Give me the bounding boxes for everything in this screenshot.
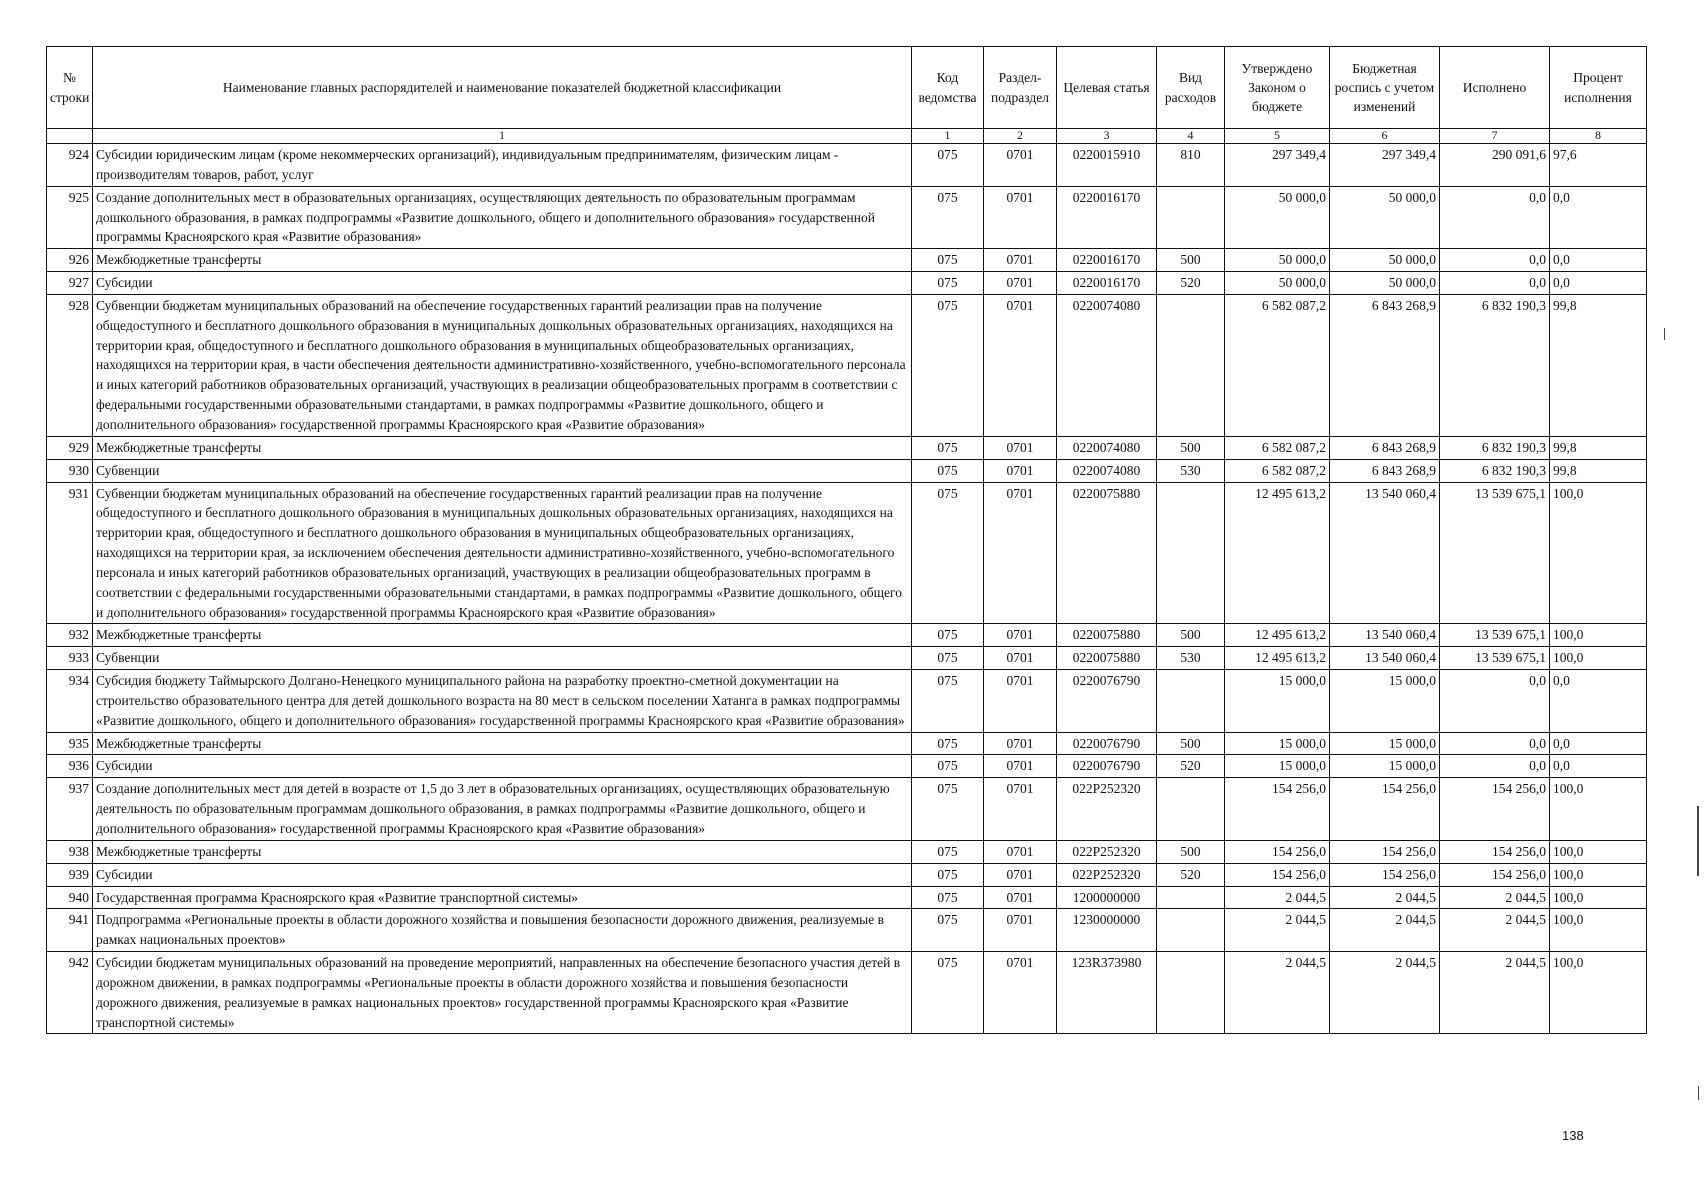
row-budget-schedule: 2 044,5 <box>1330 886 1440 909</box>
row-exec-percent: 0,0 <box>1550 732 1647 755</box>
row-name: Субвенции <box>93 647 912 670</box>
row-section: 0701 <box>984 755 1057 778</box>
row-budget-schedule: 50 000,0 <box>1330 186 1440 249</box>
row-executed: 2 044,5 <box>1440 952 1550 1034</box>
row-target-article: 0220074080 <box>1057 459 1157 482</box>
table-row <box>47 670 1647 733</box>
table-row <box>47 840 1647 863</box>
header-expense-type: Вид расходов <box>1157 47 1225 129</box>
row-budget-schedule: 6 843 268,9 <box>1330 436 1440 459</box>
row-exec-percent: 100,0 <box>1550 952 1647 1034</box>
row-number: 934 <box>47 670 93 733</box>
row-section: 0701 <box>984 909 1057 952</box>
row-exec-percent: 0,0 <box>1550 186 1647 249</box>
table-body <box>47 144 1647 1034</box>
row-section: 0701 <box>984 482 1057 624</box>
row-dept-code: 075 <box>912 144 984 187</box>
row-exec-percent: 100,0 <box>1550 624 1647 647</box>
row-budget-schedule: 154 256,0 <box>1330 840 1440 863</box>
table-row <box>47 952 1647 1034</box>
row-approved: 12 495 613,2 <box>1225 647 1330 670</box>
table-row <box>47 863 1647 886</box>
row-name: Субсидии юридическим лицам (кроме некоммерческих организаций), индивидуальным предпринимателям, физическим лицам - производителям товаров, работ, услуг <box>93 144 912 187</box>
row-approved: 50 000,0 <box>1225 249 1330 272</box>
row-target-article: 0220015910 <box>1057 144 1157 187</box>
row-executed: 13 539 675,1 <box>1440 482 1550 624</box>
row-section: 0701 <box>984 647 1057 670</box>
header-target-article: Целевая статья <box>1057 47 1157 129</box>
row-expense-type: 530 <box>1157 647 1225 670</box>
row-budget-schedule: 13 540 060,4 <box>1330 647 1440 670</box>
row-dept-code: 075 <box>912 186 984 249</box>
column-number: 5 <box>1225 129 1330 144</box>
row-dept-code: 075 <box>912 249 984 272</box>
row-name: Создание дополнительных мест для детей в возрасте от 1,5 до 3 лет в образовательных организациях, осуществляющих образовательную деятельность по образовательным программам дошкольного образования, в рамках подпрограммы «Развитие дошкольного, общего и дополнительного образования» государственной программы Красноярского края «Развитие образования» <box>93 778 912 841</box>
row-name: Государственная программа Красноярского края «Развитие транспортной системы» <box>93 886 912 909</box>
row-target-article: 1230000000 <box>1057 909 1157 952</box>
row-approved: 297 349,4 <box>1225 144 1330 187</box>
column-number: 8 <box>1550 129 1647 144</box>
row-section: 0701 <box>984 186 1057 249</box>
row-number: 933 <box>47 647 93 670</box>
row-executed: 2 044,5 <box>1440 886 1550 909</box>
row-name: Субсидия бюджету Таймырского Долгано-Ненецкого муниципального района на разработку проектно-сметной документации на строительство образовательного центра для детей дошкольного возраста на 80 мест в сельском поселении Хатанга в рамках подпрограммы «Развитие дошкольного, общего и дополнительного образования» государственной программы Красноярского края «Развитие образования» <box>93 670 912 733</box>
row-expense-type <box>1157 909 1225 952</box>
row-section: 0701 <box>984 459 1057 482</box>
row-name: Субвенции <box>93 459 912 482</box>
table-row <box>47 732 1647 755</box>
row-number: 930 <box>47 459 93 482</box>
row-dept-code: 075 <box>912 732 984 755</box>
row-name: Субсидии бюджетам муниципальных образований на проведение мероприятий, направленных на обеспечение безопасного участия детей в дорожном движении, в рамках подпрограммы «Региональные проекты в области дорожного хозяйства и повышения безопасности дорожного движения, реализуемые в рамках национальных проектов» государственной программы Красноярского края «Развитие транспортной системы» <box>93 952 912 1034</box>
row-number: 924 <box>47 144 93 187</box>
row-approved: 2 044,5 <box>1225 909 1330 952</box>
row-number: 925 <box>47 186 93 249</box>
column-number: 6 <box>1330 129 1440 144</box>
row-name: Субвенции бюджетам муниципальных образований на обеспечение государственных гарантий реализации прав на получение общедоступного и бесплатного дошкольного образования в муниципальных дошкольных образовательных организациях, находящихся на территории края, общедоступного и бесплатного дошкольного образования в муниципальных общеобразовательных организациях, находящихся на территории края, за исключением обеспечения деятельности административно-хозяйственного, учебно-вспомогательного персонала и иных категорий работников образовательных организаций, участвующих в реализации общеобразовательных программ в соответствии с федеральными государственными образовательными стандартами, в рамках подпрограммы «Развитие дошкольного, общего и дополнительного образования» государственной программы Красноярского края «Развитие образования» <box>93 482 912 624</box>
row-exec-percent: 0,0 <box>1550 249 1647 272</box>
row-executed: 6 832 190,3 <box>1440 436 1550 459</box>
table-row <box>47 294 1647 436</box>
row-expense-type: 810 <box>1157 144 1225 187</box>
row-dept-code: 075 <box>912 755 984 778</box>
row-name: Создание дополнительных мест в образовательных организациях, осуществляющих деятельность по образовательным программам дошкольного образования, в рамках подпрограммы «Развитие дошкольного, общего и дополнительного образования» государственной программы Красноярского края «Развитие образования» <box>93 186 912 249</box>
row-executed: 154 256,0 <box>1440 840 1550 863</box>
scan-mark <box>1664 328 1665 340</box>
table-row <box>47 459 1647 482</box>
row-executed: 13 539 675,1 <box>1440 624 1550 647</box>
row-number: 932 <box>47 624 93 647</box>
row-target-article: 0220076790 <box>1057 732 1157 755</box>
row-executed: 290 091,6 <box>1440 144 1550 187</box>
row-approved: 12 495 613,2 <box>1225 624 1330 647</box>
table-row <box>47 436 1647 459</box>
page-number: 138 <box>1562 1128 1584 1143</box>
row-executed: 13 539 675,1 <box>1440 647 1550 670</box>
row-name: Межбюджетные трансферты <box>93 249 912 272</box>
row-section: 0701 <box>984 840 1057 863</box>
row-expense-type: 520 <box>1157 755 1225 778</box>
row-expense-type: 530 <box>1157 459 1225 482</box>
row-target-article: 1200000000 <box>1057 886 1157 909</box>
row-expense-type: 500 <box>1157 249 1225 272</box>
row-expense-type: 520 <box>1157 272 1225 295</box>
column-number-row <box>47 129 1647 144</box>
row-section: 0701 <box>984 778 1057 841</box>
column-number: 2 <box>984 129 1057 144</box>
row-name: Межбюджетные трансферты <box>93 840 912 863</box>
row-dept-code: 075 <box>912 670 984 733</box>
row-name: Подпрограмма «Региональные проекты в области дорожного хозяйства и повышения безопасности дорожного движения, реализуемые в рамках национальных проектов» <box>93 909 912 952</box>
row-number: 940 <box>47 886 93 909</box>
row-executed: 0,0 <box>1440 249 1550 272</box>
row-dept-code: 075 <box>912 272 984 295</box>
row-exec-percent: 100,0 <box>1550 778 1647 841</box>
row-approved: 2 044,5 <box>1225 886 1330 909</box>
row-target-article: 0220076790 <box>1057 755 1157 778</box>
row-target-article: 0220074080 <box>1057 436 1157 459</box>
row-budget-schedule: 297 349,4 <box>1330 144 1440 187</box>
row-target-article: 022P252320 <box>1057 778 1157 841</box>
row-section: 0701 <box>984 863 1057 886</box>
row-name: Межбюджетные трансферты <box>93 732 912 755</box>
row-budget-schedule: 13 540 060,4 <box>1330 624 1440 647</box>
row-number: 931 <box>47 482 93 624</box>
row-name: Субвенции бюджетам муниципальных образований на обеспечение государственных гарантий реализации прав на получение общедоступного и бесплатного дошкольного образования в муниципальных дошкольных образовательных организациях, находящихся на территории края, общедоступного и бесплатного дошкольного образования в муниципальных общеобразовательных организациях, находящихся на территории края, в части обеспечения деятельности административно-хозяйственного, учебно-вспомогательного персонала и иных категорий работников образовательных организаций, участвующих в реализации общеобразовательных программ в соответствии с федеральными государственными образовательными стандартами, в рамках подпрограммы «Развитие дошкольного, общего и дополнительного образования» государственной программы Красноярского края «Развитие образования» <box>93 294 912 436</box>
row-target-article: 0220075880 <box>1057 624 1157 647</box>
row-target-article: 123R373980 <box>1057 952 1157 1034</box>
column-number: 3 <box>1057 129 1157 144</box>
row-exec-percent: 0,0 <box>1550 755 1647 778</box>
row-name: Межбюджетные трансферты <box>93 436 912 459</box>
row-executed: 2 044,5 <box>1440 909 1550 952</box>
table-row <box>47 624 1647 647</box>
row-approved: 154 256,0 <box>1225 863 1330 886</box>
row-dept-code: 075 <box>912 886 984 909</box>
row-section: 0701 <box>984 144 1057 187</box>
row-number: 936 <box>47 755 93 778</box>
row-budget-schedule: 15 000,0 <box>1330 732 1440 755</box>
row-expense-type <box>1157 186 1225 249</box>
table-row <box>47 144 1647 187</box>
row-target-article: 0220016170 <box>1057 186 1157 249</box>
row-name: Субсидии <box>93 863 912 886</box>
row-section: 0701 <box>984 886 1057 909</box>
row-section: 0701 <box>984 294 1057 436</box>
row-dept-code: 075 <box>912 952 984 1034</box>
header-dept-code: Код ведомства <box>912 47 984 129</box>
row-exec-percent: 100,0 <box>1550 886 1647 909</box>
row-dept-code: 075 <box>912 778 984 841</box>
row-budget-schedule: 13 540 060,4 <box>1330 482 1440 624</box>
row-approved: 154 256,0 <box>1225 840 1330 863</box>
row-exec-percent: 99,8 <box>1550 459 1647 482</box>
row-approved: 6 582 087,2 <box>1225 436 1330 459</box>
table-header-row <box>47 47 1647 129</box>
row-exec-percent: 100,0 <box>1550 647 1647 670</box>
row-exec-percent: 97,6 <box>1550 144 1647 187</box>
row-number: 938 <box>47 840 93 863</box>
row-dept-code: 075 <box>912 863 984 886</box>
table-row <box>47 909 1647 952</box>
row-expense-type <box>1157 482 1225 624</box>
row-approved: 15 000,0 <box>1225 732 1330 755</box>
row-target-article: 022P252320 <box>1057 863 1157 886</box>
row-exec-percent: 0,0 <box>1550 670 1647 733</box>
row-budget-schedule: 6 843 268,9 <box>1330 294 1440 436</box>
row-number: 926 <box>47 249 93 272</box>
row-target-article: 0220016170 <box>1057 272 1157 295</box>
budget-execution-table <box>46 46 1647 1034</box>
scan-mark <box>1697 806 1699 876</box>
row-approved: 2 044,5 <box>1225 952 1330 1034</box>
row-exec-percent: 99,8 <box>1550 294 1647 436</box>
row-budget-schedule: 15 000,0 <box>1330 755 1440 778</box>
row-budget-schedule: 50 000,0 <box>1330 272 1440 295</box>
table-row <box>47 886 1647 909</box>
row-number: 942 <box>47 952 93 1034</box>
row-section: 0701 <box>984 624 1057 647</box>
row-executed: 0,0 <box>1440 755 1550 778</box>
row-dept-code: 075 <box>912 909 984 952</box>
row-budget-schedule: 154 256,0 <box>1330 863 1440 886</box>
row-section: 0701 <box>984 952 1057 1034</box>
row-number: 928 <box>47 294 93 436</box>
scan-mark <box>1698 1086 1699 1100</box>
header-approved: Утверждено Законом о бюджете <box>1225 47 1330 129</box>
row-dept-code: 075 <box>912 436 984 459</box>
row-dept-code: 075 <box>912 840 984 863</box>
row-executed: 0,0 <box>1440 186 1550 249</box>
table-row <box>47 482 1647 624</box>
row-budget-schedule: 15 000,0 <box>1330 670 1440 733</box>
row-budget-schedule: 154 256,0 <box>1330 778 1440 841</box>
row-exec-percent: 100,0 <box>1550 863 1647 886</box>
row-exec-percent: 100,0 <box>1550 482 1647 624</box>
row-approved: 15 000,0 <box>1225 670 1330 733</box>
row-budget-schedule: 2 044,5 <box>1330 952 1440 1034</box>
header-name: Наименование главных распорядителей и наименование показателей бюджетной классификации <box>93 47 912 129</box>
header-executed: Исполнено <box>1440 47 1550 129</box>
row-approved: 6 582 087,2 <box>1225 294 1330 436</box>
column-number: 4 <box>1157 129 1225 144</box>
row-dept-code: 075 <box>912 459 984 482</box>
row-name: Субсидии <box>93 272 912 295</box>
column-number: 7 <box>1440 129 1550 144</box>
table-row <box>47 778 1647 841</box>
row-approved: 15 000,0 <box>1225 755 1330 778</box>
header-row-number: № строки <box>47 47 93 129</box>
row-budget-schedule: 2 044,5 <box>1330 909 1440 952</box>
row-expense-type <box>1157 670 1225 733</box>
header-section: Раздел-подраздел <box>984 47 1057 129</box>
column-number <box>47 129 93 144</box>
row-number: 937 <box>47 778 93 841</box>
row-section: 0701 <box>984 249 1057 272</box>
row-number: 927 <box>47 272 93 295</box>
table-row <box>47 249 1647 272</box>
row-executed: 154 256,0 <box>1440 778 1550 841</box>
row-target-article: 0220074080 <box>1057 294 1157 436</box>
row-budget-schedule: 50 000,0 <box>1330 249 1440 272</box>
row-approved: 12 495 613,2 <box>1225 482 1330 624</box>
row-expense-type <box>1157 778 1225 841</box>
row-expense-type: 500 <box>1157 732 1225 755</box>
row-expense-type <box>1157 886 1225 909</box>
header-budget-schedule: Бюджетная роспись с учетом изменений <box>1330 47 1440 129</box>
table-row <box>47 186 1647 249</box>
row-exec-percent: 0,0 <box>1550 272 1647 295</box>
table-row <box>47 647 1647 670</box>
row-executed: 0,0 <box>1440 670 1550 733</box>
table-row <box>47 272 1647 295</box>
row-number: 941 <box>47 909 93 952</box>
row-section: 0701 <box>984 272 1057 295</box>
row-executed: 0,0 <box>1440 732 1550 755</box>
row-expense-type <box>1157 952 1225 1034</box>
header-exec-percent: Процент исполнения <box>1550 47 1647 129</box>
row-dept-code: 075 <box>912 624 984 647</box>
row-exec-percent: 100,0 <box>1550 909 1647 952</box>
row-executed: 6 832 190,3 <box>1440 459 1550 482</box>
row-target-article: 022P252320 <box>1057 840 1157 863</box>
row-target-article: 0220076790 <box>1057 670 1157 733</box>
row-expense-type <box>1157 294 1225 436</box>
column-number: 1 <box>93 129 912 144</box>
row-number: 929 <box>47 436 93 459</box>
row-executed: 6 832 190,3 <box>1440 294 1550 436</box>
row-target-article: 0220075880 <box>1057 647 1157 670</box>
row-dept-code: 075 <box>912 294 984 436</box>
column-number: 1 <box>912 129 984 144</box>
row-approved: 50 000,0 <box>1225 272 1330 295</box>
row-expense-type: 520 <box>1157 863 1225 886</box>
row-target-article: 0220016170 <box>1057 249 1157 272</box>
row-name: Субсидии <box>93 755 912 778</box>
row-number: 939 <box>47 863 93 886</box>
row-target-article: 0220075880 <box>1057 482 1157 624</box>
row-name: Межбюджетные трансферты <box>93 624 912 647</box>
row-exec-percent: 100,0 <box>1550 840 1647 863</box>
row-number: 935 <box>47 732 93 755</box>
row-approved: 154 256,0 <box>1225 778 1330 841</box>
row-executed: 0,0 <box>1440 272 1550 295</box>
row-dept-code: 075 <box>912 647 984 670</box>
row-executed: 154 256,0 <box>1440 863 1550 886</box>
row-section: 0701 <box>984 732 1057 755</box>
row-section: 0701 <box>984 670 1057 733</box>
row-approved: 6 582 087,2 <box>1225 459 1330 482</box>
row-section: 0701 <box>984 436 1057 459</box>
row-budget-schedule: 6 843 268,9 <box>1330 459 1440 482</box>
row-dept-code: 075 <box>912 482 984 624</box>
row-expense-type: 500 <box>1157 436 1225 459</box>
row-expense-type: 500 <box>1157 624 1225 647</box>
row-approved: 50 000,0 <box>1225 186 1330 249</box>
row-expense-type: 500 <box>1157 840 1225 863</box>
table-row <box>47 755 1647 778</box>
row-exec-percent: 99,8 <box>1550 436 1647 459</box>
